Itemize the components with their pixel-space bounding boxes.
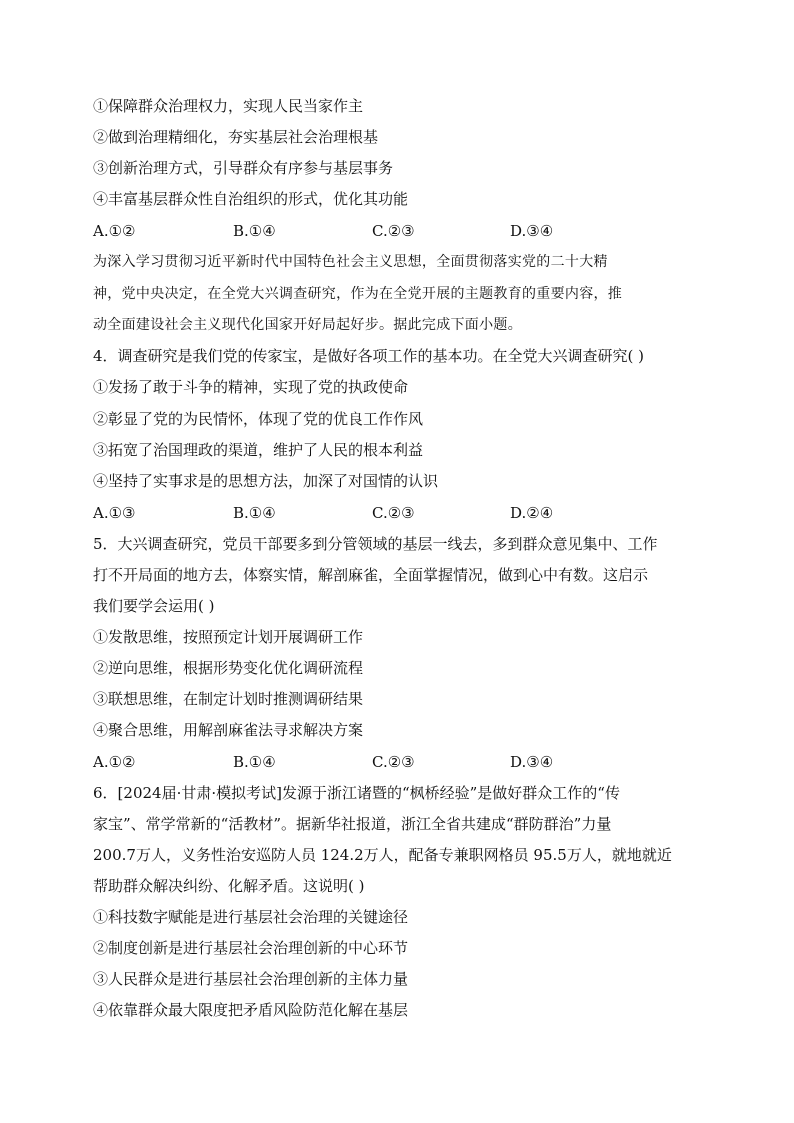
statement-2: ②做到治理精细化，夯实基层社会治理根基 [93, 128, 379, 146]
option-c: C.②③ [372, 753, 415, 771]
q5-statement-1: ①发散思维，按照预定计划开展调研工作 [93, 628, 364, 646]
q4-statement-2: ②彰显了党的为民情怀，体现了党的优良工作作风 [93, 410, 424, 428]
option-d: D.③④ [510, 753, 554, 771]
option-b: B.①④ [233, 753, 276, 771]
question-5-stem-line-3: 我们要学会运用( ) [93, 597, 215, 615]
q6-statement-4: ④依靠群众最大限度把矛盾风险防范化解在基层 [93, 1001, 409, 1019]
q4-statement-1: ①发扬了敢于斗争的精神，实现了党的执政使命 [93, 378, 409, 396]
statement-4: ④丰富基层群众性自治组织的形式，优化其功能 [93, 190, 409, 208]
option-b: B.①④ [233, 504, 276, 522]
question-6-stem-line-1: 6．[2024届·甘肃·模拟考试]发源于浙江诸暨的“枫桥经验”是做好群众工作的“传 [93, 784, 620, 802]
q6-statement-1: ①科技数字赋能是进行基层社会治理的关键途径 [93, 908, 409, 926]
option-a: A.①② [93, 222, 136, 240]
option-c: C.②③ [372, 222, 415, 240]
question-6-stem-line-3: 200.7万人，义务性治安巡防人员 124.2万人，配备专兼职网格员 95.5万人，就地就近 [93, 846, 672, 864]
question-5-stem-line-2: 打不开局面的地方去，体察实情，解剖麻雀，全面掌握情况，做到心中有数。这启示 [93, 566, 649, 584]
q6-statement-3: ③人民群众是进行基层社会治理创新的主体力量 [93, 970, 409, 988]
q5-statement-3: ③联想思维，在制定计划时推测调研结果 [93, 690, 364, 708]
question-4-stem: 4．调查研究是我们党的传家宝，是做好各项工作的基本功。在全党大兴调查研究( ) [93, 347, 645, 365]
option-b: B.①④ [233, 222, 276, 240]
q6-statement-2: ②制度创新是进行基层社会治理创新的中心环节 [93, 939, 409, 957]
q4-statement-4: ④坚持了实事求是的思想方法，加深了对国情的认识 [93, 472, 439, 490]
q5-statement-2: ②逆向思维，根据形势变化优化调研流程 [93, 659, 364, 677]
material-line-2: 神，党中央决定，在全党大兴调查研究，作为在全党开展的主题教育的重要内容，推 [93, 286, 623, 302]
statement-3: ③创新治理方式，引导群众有序参与基层事务 [93, 159, 394, 177]
option-d: D.③④ [510, 222, 554, 240]
q5-statement-4: ④聚合思维，用解剖麻雀法寻求解决方案 [93, 721, 364, 739]
question-5-stem-line-1: 5．大兴调查研究，党员干部要多到分管领域的基层一线去，多到群众意见集中、工作 [93, 535, 658, 553]
question-6-stem-line-2: 家宝”、常学常新的“活教材”。据新华社报道，浙江全省共建成“群防群治”力量 [93, 815, 612, 833]
option-a: A.①② [93, 753, 136, 771]
statement-1: ①保障群众治理权力，实现人民当家作主 [93, 97, 364, 115]
option-a: A.①③ [93, 504, 136, 522]
option-c: C.②③ [372, 504, 415, 522]
material-line-3: 动全面建设社会主义现代化国家开好局起好步。据此完成下面小题。 [93, 317, 522, 333]
question-6-stem-line-4: 帮助群众解决纠纷、化解矛盾。这说明( ) [93, 877, 365, 895]
option-d: D.②④ [510, 504, 554, 522]
material-line-1: 为深入学习贯彻习近平新时代中国特色社会主义思想，全面贯彻落实党的二十大精 [93, 254, 608, 270]
q4-statement-3: ③拓宽了治国理政的渠道，维护了人民的根本利益 [93, 441, 424, 459]
